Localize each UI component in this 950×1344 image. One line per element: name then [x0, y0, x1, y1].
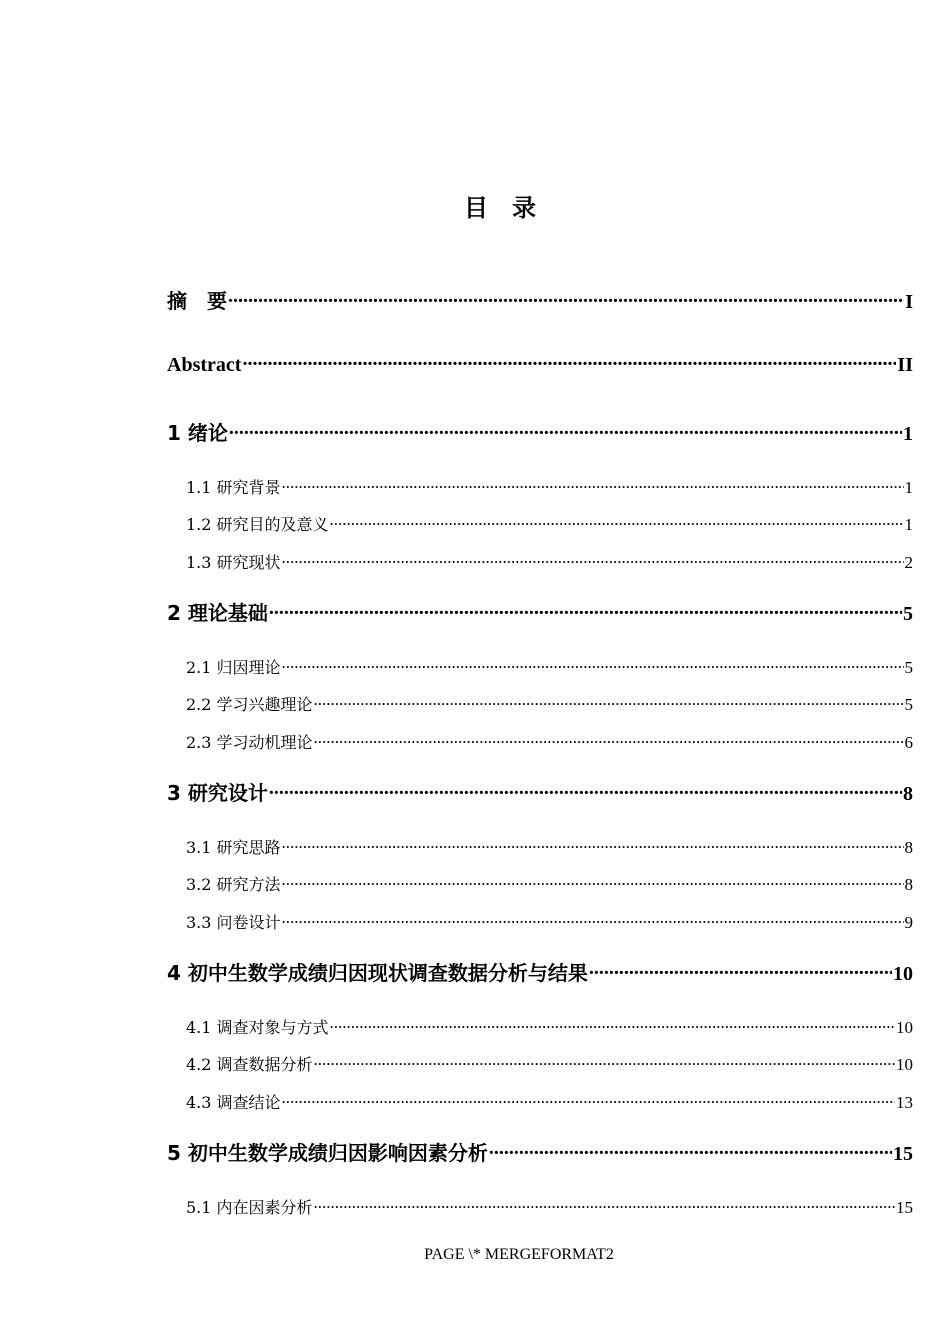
toc-entry-section-3-3[interactable]: [167, 910, 913, 933]
toc-entry-page: 13: [896, 1093, 913, 1112]
toc-leader-dots: [282, 1091, 895, 1108]
toc-leader-dots: [282, 551, 904, 568]
toc-entry-label: 2.1 归因理论: [186, 658, 281, 677]
toc-entry-page: 10: [896, 1018, 913, 1037]
toc-entry-page: I: [905, 291, 913, 313]
toc-entry-section-2-1[interactable]: [167, 655, 913, 678]
toc-leader-dots: [330, 1016, 895, 1033]
toc-entry-abstract-cn[interactable]: [167, 285, 913, 314]
toc-leader-dots: [282, 836, 904, 853]
toc-entry-label: Abstract: [167, 354, 242, 376]
toc-entry-page: 8: [903, 783, 913, 805]
toc-entry-label: 2.2 学习兴趣理论: [186, 695, 313, 714]
toc-leader-dots: [314, 1196, 895, 1213]
toc-entry-section-1-3[interactable]: [167, 550, 913, 573]
toc-entry-label: 3.2 研究方法: [186, 875, 281, 894]
toc-entry-section-4-3[interactable]: [167, 1090, 913, 1113]
toc-entry-page: 5: [904, 658, 913, 677]
toc-entry-label: 1.2 研究目的及意义: [186, 515, 329, 534]
toc-entry-page: 5: [903, 603, 913, 625]
toc-entry-chapter-3[interactable]: [167, 777, 913, 806]
toc-entry-page: II: [897, 354, 913, 376]
toc-entry-section-3-2[interactable]: [167, 872, 913, 895]
toc-leader-dots: [269, 600, 902, 620]
toc-leader-dots: [489, 1140, 892, 1160]
toc-entry-chapter-4[interactable]: [167, 957, 913, 986]
toc-leader-dots: [330, 513, 904, 530]
toc-entry-section-1-2[interactable]: [167, 512, 913, 535]
toc-entry-page: 8: [904, 838, 913, 857]
toc-entry-label: 摘 要: [167, 289, 227, 313]
toc-entry-page: 5: [904, 695, 913, 714]
toc-entry-label: 1.3 研究现状: [186, 553, 281, 572]
toc-entry-section-3-1[interactable]: [167, 835, 913, 858]
toc-entry-page: 15: [896, 1198, 913, 1217]
toc-entry-label: 3.3 问卷设计: [186, 913, 281, 932]
toc-entry-page: 1: [904, 478, 913, 497]
toc-leader-dots: [314, 1053, 895, 1070]
toc-leader-dots: [282, 476, 904, 493]
toc-entry-label: 1 绪论: [167, 421, 228, 445]
toc-entry-label: 5.1 内在因素分析: [186, 1198, 313, 1217]
toc-entry-label: 2.3 学习动机理论: [186, 733, 313, 752]
toc-leader-dots: [228, 288, 904, 308]
toc-entry-chapter-1[interactable]: [167, 417, 913, 446]
toc-entry-abstract-en[interactable]: [167, 351, 913, 377]
toc-entry-label: 4.2 调查数据分析: [186, 1055, 313, 1074]
toc-entry-section-1-1[interactable]: [167, 475, 913, 498]
toc-entry-label: 1.1 研究背景: [186, 478, 281, 497]
toc-entry-label: 4 初中生数学成绩归因现状调查数据分析与结果: [167, 961, 588, 985]
toc-entry-section-4-1[interactable]: [167, 1015, 913, 1038]
toc-entry-page: 10: [896, 1055, 913, 1074]
toc-entry-page: 1: [904, 515, 913, 534]
page-number-field: PAGE \* MERGEFORMAT2: [424, 1246, 614, 1263]
toc-entry-page: 1: [903, 423, 913, 445]
toc-entry-label: 4.1 调查对象与方式: [186, 1018, 329, 1037]
toc-leader-dots: [229, 420, 902, 440]
toc-leader-dots: [314, 731, 904, 748]
toc-leader-dots: [282, 656, 904, 673]
toc-leader-dots: [282, 873, 904, 890]
toc-entry-label: 4.3 调查结论: [186, 1093, 281, 1112]
toc-entry-section-2-3[interactable]: [167, 730, 913, 753]
toc-leader-dots: [589, 960, 892, 980]
toc-entry-page: 10: [893, 963, 913, 985]
toc-entry-label: 3.1 研究思路: [186, 838, 281, 857]
toc-leader-dots: [282, 911, 904, 928]
toc-entry-chapter-5[interactable]: [167, 1137, 913, 1166]
toc-entry-chapter-2[interactable]: [167, 597, 913, 626]
toc-title: 目 录: [464, 194, 536, 222]
toc-entry-section-4-2[interactable]: [167, 1052, 913, 1075]
toc-entry-page: 8: [904, 875, 913, 894]
toc-entry-page: 2: [904, 553, 913, 572]
toc-entry-label: 2 理论基础: [167, 601, 268, 625]
toc-entry-label: 5 初中生数学成绩归因影响因素分析: [167, 1141, 488, 1165]
toc-entry-label: 3 研究设计: [167, 781, 268, 805]
toc-leader-dots: [314, 693, 904, 710]
toc-entry-page: 6: [904, 733, 913, 752]
toc-leader-dots: [242, 351, 896, 371]
toc-entry-section-5-1[interactable]: [167, 1195, 913, 1218]
toc-entry-section-2-2[interactable]: [167, 692, 913, 715]
toc-entry-page: 9: [904, 913, 913, 932]
toc-leader-dots: [269, 780, 902, 800]
toc-entry-page: 15: [893, 1143, 913, 1165]
